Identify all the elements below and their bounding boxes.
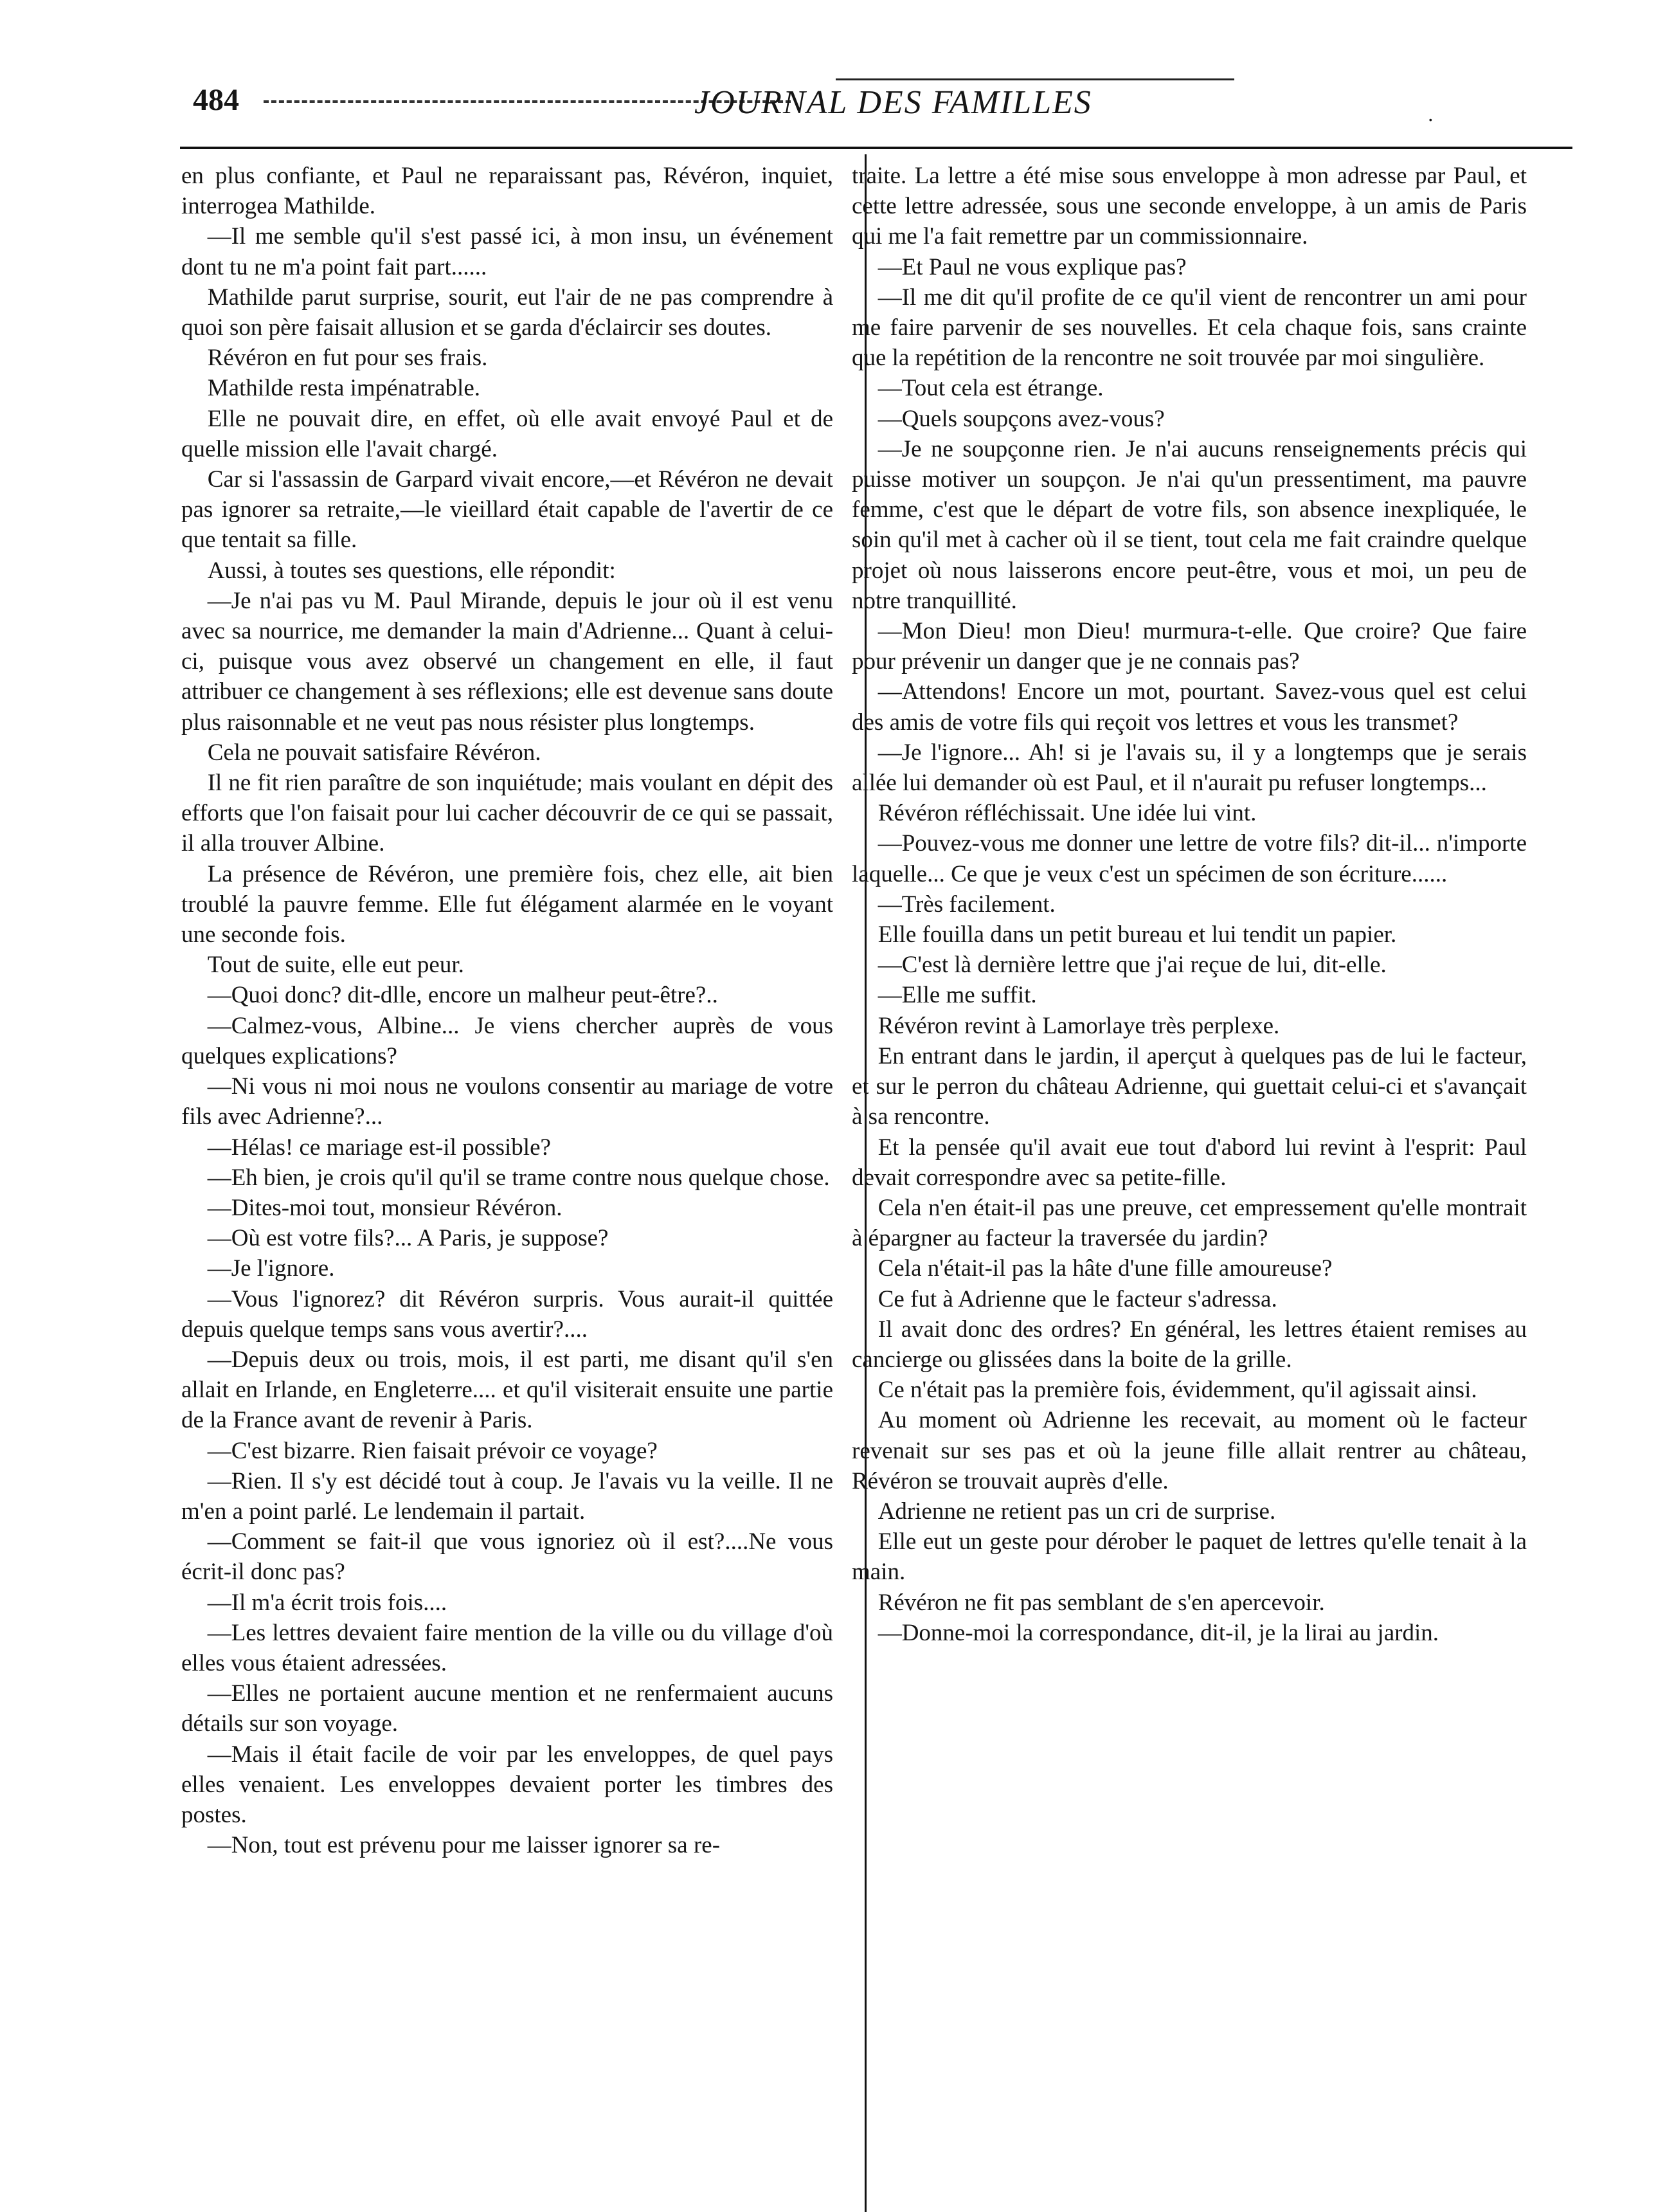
paragraph: —Il me dit qu'il profite de ce qu'il vient de rencontrer un ami pour me faire parvenir de ses nouvelles. Et cela chaque fois, sans crainte que la repétition de la rencontre ne soit trouvée par moi singulière. <box>852 284 1527 372</box>
paragraph: Au moment où Adrienne les recevait, au moment où le facteur revenait sur ses pas et où la jeune fille allait rentrer au château, Révéron se trouvait auprès d'elle. <box>852 1407 1527 1494</box>
paragraph: —Les lettres devaient faire mention de la ville ou du village d'où elles vous étaient adressées. <box>181 1619 833 1676</box>
paragraph: —Ni vous ni moi nous ne voulons consentir au mariage de votre fils avec Adrienne?... <box>181 1073 833 1130</box>
paragraph: —Non, tout est prévenu pour me laisser ignorer sa re- <box>207 1832 721 1859</box>
page-header <box>193 76 1575 134</box>
paragraph: —Quels soupçons avez-vous? <box>878 405 1165 432</box>
paragraph: Aussi, à toutes ses questions, elle répondit: <box>207 557 616 584</box>
paragraph: Il avait donc des ordres? En général, les lettres étaient remises au cancierge ou glissées dans la boite de la grille. <box>852 1316 1527 1373</box>
paragraph: —C'est là dernière lettre que j'ai reçue de lui, dit-elle. <box>878 952 1387 979</box>
paragraph: Tout de suite, elle eut peur. <box>207 952 464 979</box>
paragraph: —Eh bien, je crois qu'il qu'il se trame contre nous quelque chose. <box>207 1164 830 1191</box>
paragraph: —Dites-moi tout, monsieur Révéron. <box>207 1194 562 1221</box>
paragraph: —Vous l'ignorez? dit Révéron surpris. Vous aurait-il quittée depuis quelque temps sans vous avertir?.... <box>181 1285 833 1343</box>
paragraph: Elle fouilla dans un petit bureau et lui tendit un papier. <box>878 921 1397 948</box>
left-column <box>181 161 833 1860</box>
paragraph: en plus confiante, et Paul ne reparaissant pas, Révéron, inquiet, interrogea Mathilde. <box>181 163 833 220</box>
paragraph: En entrant dans le jardin, il aperçut à quelques pas de lui le facteur, et sur le perron du château Adrienne, qui guettait celui-ci et s'avançait à sa rencontre. <box>852 1042 1527 1130</box>
paragraph: —Attendons! Encore un mot, pourtant. Savez-vous quel est celui des amis de votre fils qui reçoit vos lettres et vous les transmet? <box>852 678 1527 736</box>
paragraph: —Comment se fait-il que vous ignoriez où il est?....Ne vous écrit-il donc pas? <box>181 1528 833 1586</box>
running-title: JOURNAL DES FAMILLES <box>694 84 1092 121</box>
paragraph: Mathilde resta impénatrable. <box>207 375 480 402</box>
paragraph: Révéron en fut pour ses frais. <box>207 345 488 372</box>
paragraph: —Mais il était facile de voir par les enveloppes, de quel pays elles venaient. Les enveloppes devaient porter les timbres des postes. <box>181 1741 833 1828</box>
paragraph: —C'est bizarre. Rien faisait prévoir ce voyage? <box>207 1437 658 1464</box>
paragraph: Ce fut à Adrienne que le facteur s'adressa. <box>878 1285 1277 1312</box>
paragraph: —Hélas! ce mariage est-il possible? <box>207 1134 551 1161</box>
paragraph: Révéron revint à Lamorlaye très perplexe. <box>878 1012 1280 1039</box>
paragraph: —Mon Dieu! mon Dieu! murmura-t-elle. Que croire? Que faire pour prévenir un danger que je ne connais pas? <box>852 618 1527 675</box>
paragraph: —Et Paul ne vous explique pas? <box>878 253 1187 280</box>
paragraph: —Depuis deux ou trois, mois, il est parti, me disant qu'il s'en allait en Irlande, en Engleterre.... et qu'il visiterait ensuite une partie de la France avant de revenir à Paris. <box>181 1346 833 1434</box>
paragraph: Cela n'était-il pas la hâte d'une fille amoureuse? <box>878 1255 1333 1282</box>
paragraph: —Tout cela est étrange. <box>878 375 1104 402</box>
paragraph: Ce n'était pas la première fois, évidemment, qu'il agissait ainsi. <box>878 1377 1477 1404</box>
right-column <box>852 161 1527 1648</box>
paragraph: —Je n'ai pas vu M. Paul Mirande, depuis le jour où il est venu avec sa nourrice, me demander la main d'Adrienne... Quant à celui-ci, puisque vous avez observé un changement en elle, il faut attribuer ce changement à ses réflexions; elle est devenue sans doute plus raisonnable et ne veut pas nous résister plus longtemps. <box>181 587 833 736</box>
paragraph: Cela ne pouvait satisfaire Révéron. <box>207 739 541 766</box>
paragraph: —Quoi donc? dit-dlle, encore un malheur peut-être?.. <box>207 982 718 1009</box>
paragraph: La présence de Révéron, une première fois, chez elle, ait bien troublé la pauvre femme. Elle fut élégament alarmée en le voyant une seconde fois. <box>181 860 833 948</box>
paragraph: Et la pensée qu'il avait eue tout d'abord lui revint à l'esprit: Paul devait correspondre avec sa petite-fille. <box>852 1134 1527 1191</box>
paragraph: —Où est votre fils?... A Paris, je suppose? <box>207 1225 609 1252</box>
paragraph: Adrienne ne retient pas un cri de surprise. <box>878 1498 1276 1525</box>
top-rule <box>180 147 1572 149</box>
paragraph: Il ne fit rien paraître de son inquiétude; mais voulant en dépit des efforts que l'on faisait pour lui cacher découvrir de ce qui se passait, il alla trouver Albine. <box>181 770 833 857</box>
paragraph: —Je ne soupçonne rien. Je n'ai aucuns renseignements précis qui puisse motiver un soupçon. Je n'ai qu'un pressentiment, ma pauvre femme, c'est que le départ de votre fils, son absence inexpliquée, le soin qu'il met à cacher où il se tient, tout cela me fait craindre quelque projet où nous laisserons encore peut-être, vous et moi, un peu de notre tranquillité. <box>852 435 1527 614</box>
paragraph: —Très facilement. <box>878 891 1056 918</box>
paragraph: Car si l'assassin de Garpard vivait encore,—et Révéron ne devait pas ignorer sa retraite,—le vieillard était capable de l'avertir de ce que tentait sa fille. <box>181 466 833 554</box>
paragraph: —Elles ne portaient aucune mention et ne renfermaient aucuns détails sur son voyage. <box>181 1680 833 1737</box>
page-number: 484 <box>193 83 239 117</box>
paragraph: Révéron réfléchissait. Une idée lui vint. <box>878 800 1257 827</box>
paragraph: Elle ne pouvait dire, en effet, où elle avait envoyé Paul et de quelle mission elle l'avait chargé. <box>181 405 833 462</box>
paragraph: Révéron ne fit pas semblant de s'en apercevoir. <box>878 1589 1325 1616</box>
paragraph: Elle eut un geste pour dérober le paquet de lettres qu'elle tenait à la main. <box>852 1528 1527 1586</box>
paragraph: Mathilde parut surprise, sourit, eut l'air de ne pas comprendre à quoi son père faisait allusion et se garda d'éclaircir ses doutes. <box>181 284 833 341</box>
paragraph: —Je l'ignore... Ah! si je l'avais su, il y a longtemps que je serais allée lui demander où est Paul, et il n'aurait pu refuser longtemps... <box>852 739 1527 797</box>
paragraph: —Calmez-vous, Albine... Je viens chercher auprès de vous quelques explications? <box>181 1012 833 1069</box>
paragraph: Cela n'en était-il pas une preuve, cet empressement qu'elle montrait à épargner au facteur la traversée du jardin? <box>852 1194 1527 1252</box>
header-mark: · <box>1427 108 1434 131</box>
paragraph: —Pouvez-vous me donner une lettre de votre fils? dit-il... n'importe laquelle... Ce que je veux c'est un spécimen de son écriture...... <box>852 830 1527 887</box>
header-rule <box>836 78 1234 80</box>
paragraph: —Je l'ignore. <box>207 1255 335 1282</box>
paragraph: traite. La lettre a été mise sous enveloppe à mon adresse par Paul, et cette lettre adressée, sous une seconde enveloppe, à un amis de Paris qui me l'a fait remettre par un commissionnaire. <box>852 163 1527 250</box>
paragraph: —Rien. Il s'y est décidé tout à coup. Je l'avais vu la veille. Il ne m'en a point parlé. Le lendemain il partait. <box>181 1467 833 1525</box>
paragraph: —Donne-moi la correspondance, dit-il, je la lirai au jardin. <box>878 1619 1439 1646</box>
paragraph: —Elle me suffit. <box>878 982 1037 1009</box>
paragraph: —Il m'a écrit trois fois.... <box>207 1589 447 1616</box>
paragraph: —Il me semble qu'il s'est passé ici, à mon insu, un événement dont tu ne m'a point fait part...... <box>181 223 833 280</box>
